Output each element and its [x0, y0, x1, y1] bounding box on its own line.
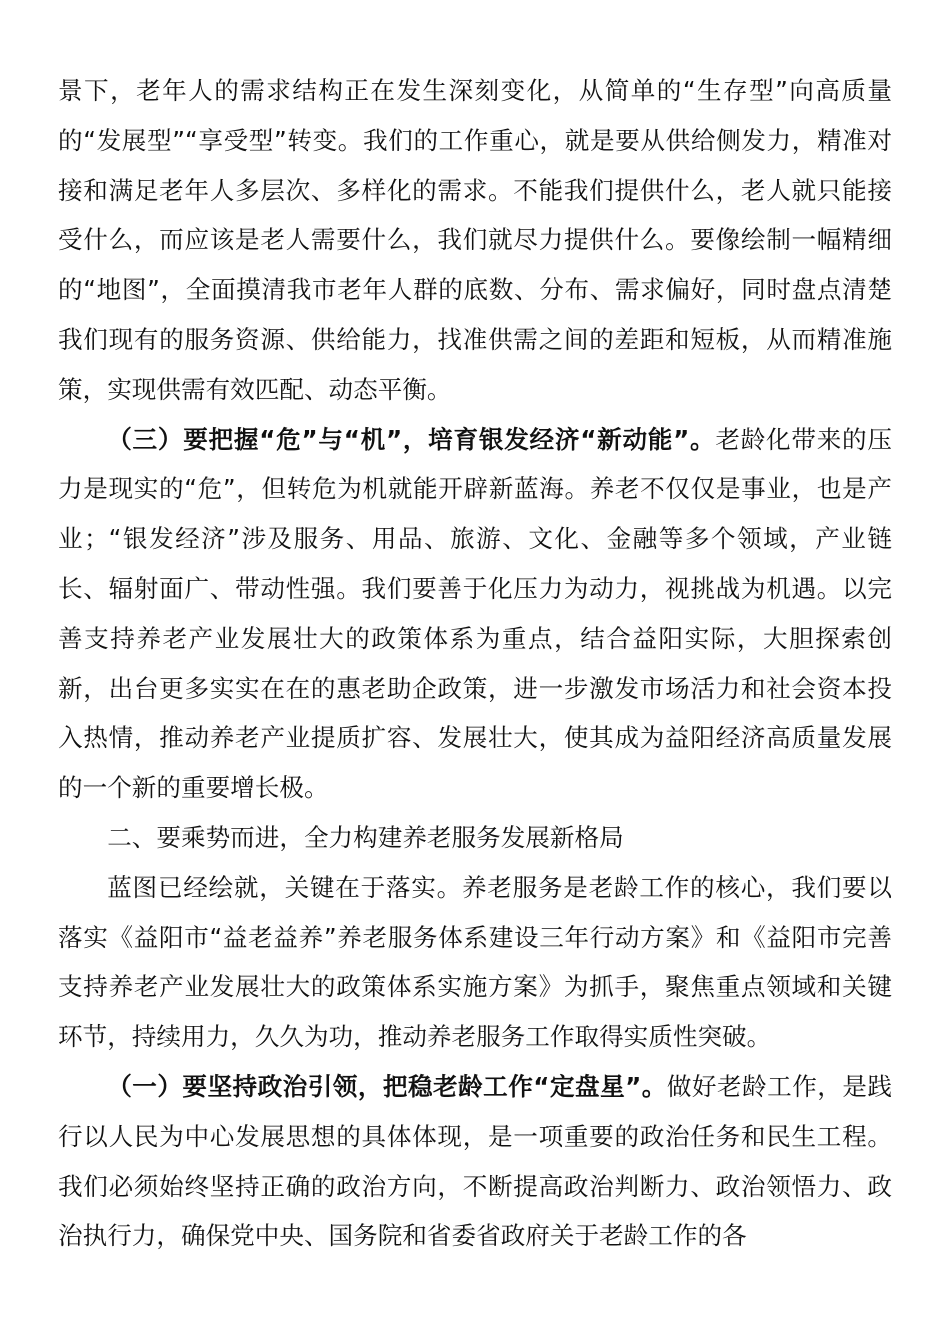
paragraph-section-one — [58, 1062, 892, 1261]
document-body — [58, 66, 892, 1261]
subheading-section-three: （三）要把握“危”与“机”，培育银发经济“新动能”。 — [107, 424, 716, 454]
paragraph-section-three — [58, 415, 892, 813]
paragraph-body: 做好老龄工作，是践行以人民为中心发展思想的具体体现，是一项重要的政治任务和民生工程。我们必须始终坚持正确的政治方向，不断提高政治判断力、政治领悟力、政治执行力，确保党中央、国务院和省委省政府关于老龄工作的各 — [58, 1071, 892, 1251]
paragraph-body: 老龄化带来的压力是现实的“危”，但转危为机就能开辟新蓝海。养老不仅仅是事业，也是产业；“银发经济”涉及服务、用品、旅游、文化、金融等多个领域，产业链长、辐射面广、带动性强。我们要善于化压力为动力，视挑战为机遇。以完善支持养老产业发展壮大的政策体系为重点，结合益阳实际，大胆探索创新，出台更多实实在在的惠老助企政策，进一步激发市场活力和社会资本投入热情，推动养老产业提质扩容、发展壮大，使其成为益阳经济高质量发展的一个新的重要增长极。 — [58, 424, 892, 803]
subheading-section-one: （一）要坚持政治引领，把稳老龄工作“定盘星”。 — [107, 1071, 667, 1101]
paragraph-blueprint: 蓝图已经绘就，关键在于落实。养老服务是老龄工作的核心，我们要以落实《益阳市“益老益养”养老服务体系建设三年行动方案》和《益阳市完善支持养老产业发展壮大的政策体系实施方案》为抓手，聚焦重点领域和关键环节，持续用力，久久为功，推动养老服务工作取得实质性突破。 — [58, 872, 892, 1052]
paragraph-continuation: 景下，老年人的需求结构正在发生深刻变化，从简单的“生存型”向高质量的“发展型”“享受型”转变。我们的工作重心，就是要从供给侧发力，精准对接和满足老年人多层次、多样化的需求。不能我们提供什么，老人就只能接受什么，而应该是老人需要什么，我们就尽力提供什么。要像绘制一幅精细的“地图”，全面摸清我市老年人群的底数、分布、需求偏好，同时盘点清楚我们现有的服务资源、供给能力，找准供需之间的差距和短板，从而精准施策，实现供需有效匹配、动态平衡。 — [58, 76, 892, 404]
section-heading-two: 二、要乘势而进，全力构建养老服务发展新格局 — [107, 822, 624, 852]
